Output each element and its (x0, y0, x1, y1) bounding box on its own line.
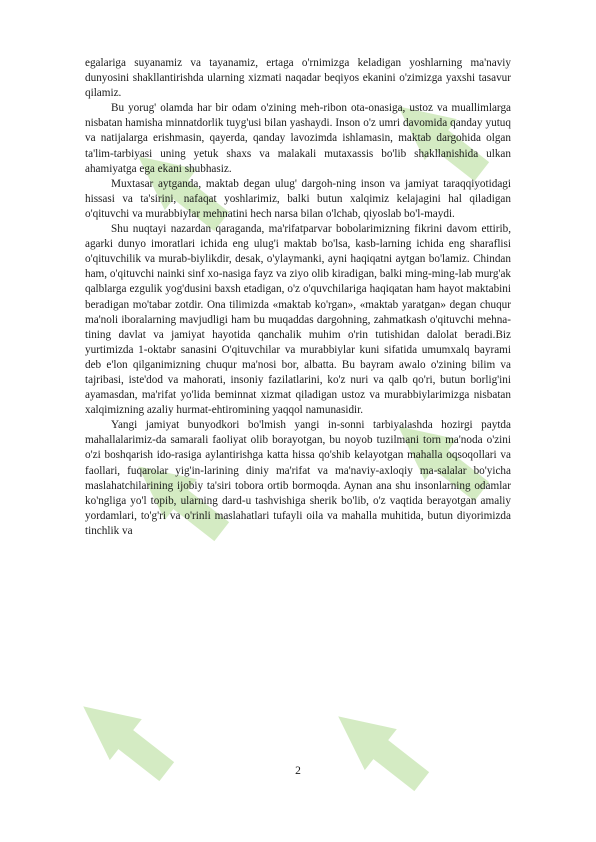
paragraph: Yangi jamiyat bunyodkori bo'lmish yangi in-sonni tarbiyalashda hozirgi paytda mahallalarimiz-da samarali faoliyat olib borayotgan, bu noyob tuzilmani torn ma'noda o'zini o'zi boshqarish ido-rasiga aylantirishga katta hissa qo'shib kelayotgan mahalla oqsoqollari va faollari, fuqarolar yig'in-larining diniy ma'rifat va ma'naviy-axloqiy ma-salalar bo'yicha maslahatchilarining ijobiy ta'siri tobora ortib bormoqda. Aynan ana shu insonlarning odamlar ko'ngliga yo'l topib, ularning dard-u tashvishiga sherik bo'lib, o'z vaqtida berayotgan amaliy yordamlari, to'g'ri va o'rinli maslahatlari tufayli oila va mahalla muhitida, butun diyorimizda tinchlik va (85, 419, 511, 537)
watermark-logo-icon (315, 689, 445, 809)
paragraph: Muxtasar aytganda, maktab degan ulug' dargoh-ning inson va jamiyat taraqqiyotidagi hissasi va ta'sirini, nafaqat yoshlarimiz, balki butun xalqimiz kelajagini hal qiladigan o'qituvchi va murabbiylar mehnatini hech narsa bilan o'lchab, qiyoslab bo'l-maydi. (85, 177, 511, 220)
page-number: 2 (295, 765, 301, 777)
paragraph: Bu yorug' olamda har bir odam o'zining meh-ribon ota-onasiga, ustoz va muallimlarga nisbatan hamisha minnatdorlik tuyg'usi bilan yashaydi. Inson o'z umri davomida qanday yutuq va natijalarga erishmasin, qayerda, qanday lavozimda ishlamasin, maktab dargohida olgan ta'lim-tarbiyasi uning yetuk shaxs va malakali mutaxassis bo'lib shakllanishida ulkan ahamiyatga ega ekani shubhasiz. (85, 102, 511, 175)
watermark-logo-icon (60, 679, 190, 799)
paragraph: Shu nuqtayi nazardan qaraganda, ma'rifatparvar bobolarimizning fikrini davom ettirib, agarki dunyo imoratlari ichida eng ulug'i maktab bo'lsa, kasb-larning ichida eng sharaflisi o'qituvchilik va murab-biylikdir, desak, o'ylaymanki, ayni haqiqatni aytgan bo'lamiz. Chindan ham, o'qituvchi nainki sinf xo-nasiga fayz va ziyo olib kiradigan, balki ming-ming-lab murg'ak qalblarga ezgulik yog'dusini baxsh etadigan, o'z o'quvchilariga haqiqatan ham hayot maktabini beradigan mo'tabar zotdir. Ona tilimizda «maktab ko'rgan», «maktab yaratgan» degan chuqur ma'noli iboralarning mavjudligi ham bu muqaddas dargohning, zahmatkash o'qituvchi mehna-tining davlat va jamiyat hayotida qanchalik muhim o'rin tutishidan dalolat beradi.Biz yurtimizda 1-oktabr sanasini O'qituvchilar va murabbiylar kuni sifatida umumxalq bayrami deb e'lon qilganimizning chuqur ma'nosi bor, albatta. Bu bayram awalo o'zining bilim va tajribasi, iste'dod va mahorati, insoniy fazilatlarini, ko'z nuri va qalb qo'ri, butun borlig'ini ayamasdan, ma'rifat yo'lida beminnat xizmat qiladigan ustoz va murabbiylarimizga nisbatan xalqimizning azaliy hurmat-ehtiromining yaqqol namunasidir. (85, 223, 511, 417)
paragraph: egalariga suyanamiz va tayanamiz, ertaga o'rnimizga keladigan yoshlarning ma'naviy dunyosini shakllantirishda ularning xizmati naqadar beqiyos ekanini o'zimizga yaxshi tasavur qilamiz. (85, 57, 511, 100)
body-text (85, 56, 511, 539)
